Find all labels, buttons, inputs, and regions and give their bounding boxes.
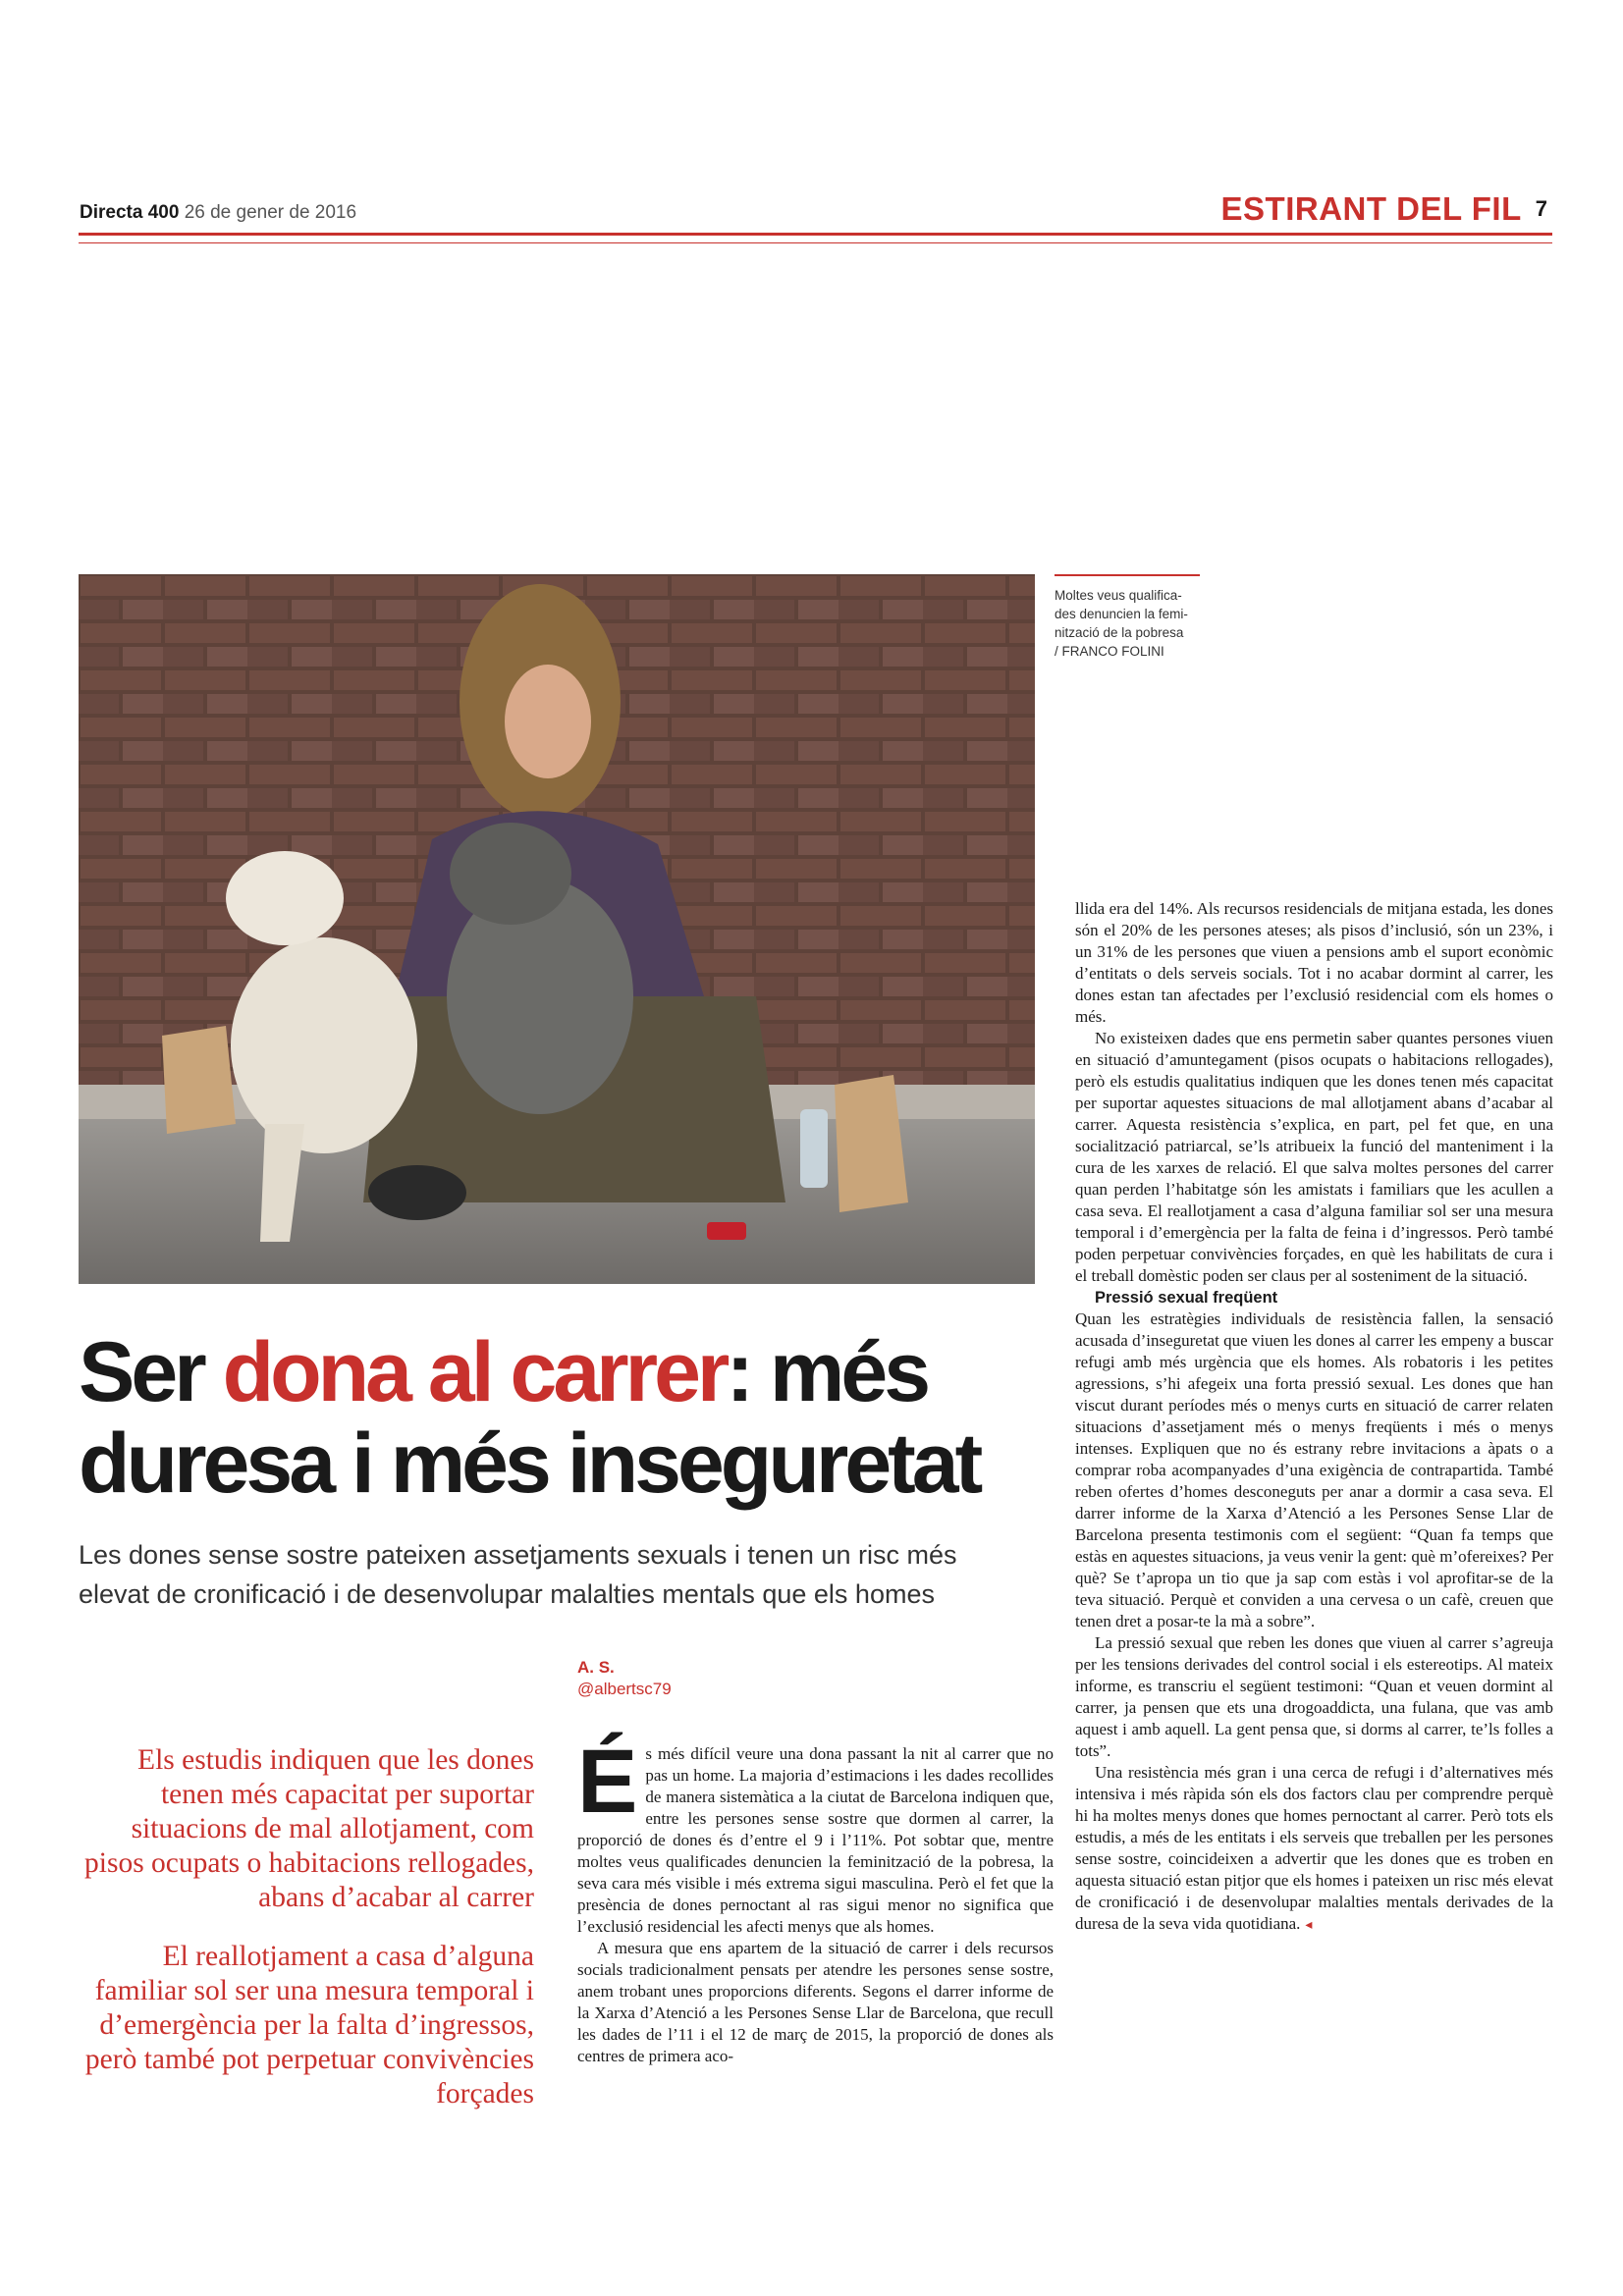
headline — [79, 1327, 1060, 1510]
caption-line: nització de la pobresa — [1055, 625, 1184, 640]
body-paragraph: Quan les estratègies individuals de resistència fallen, la sensació acusada d’inseguretat que viuen les dones al carrer les empeny a buscar refugi amb més urgència que els homes. Als robatoris i les petites agressions, s’hi afegeix una forta pressió sexual. Les dones que han viscut durant períodes més o menys curts en situació de carrer relaten situacions d’assetjament més o menys freqüents i més o menys intenses. Expliquen que no és estrany rebre invitacions a àpats o a comprar roba acompanyades d’una exigència de contrapartida. També reben ofertes d’homes desconeguts per anar a dormir a casa seva. El darrer informe de la Xarxa d’Atenció a les Persones Sense Llar de Barcelona presenta testimonis com el següent: “Quan fa temps que estàs en aquestes situacions, ja veus venir la gent: què m’ofereixes? Per què? Se t’apropa un tio que ja sap com estàs i vol aprofitar-se de la teva situació. Perquè et conviden a una cervesa o un cafè, creuen que tenen dret a posar-te la mà a sobre”. — [1075, 1309, 1553, 1630]
article-column-1 — [577, 1732, 1054, 2067]
body-paragraph: La pressió sexual que reben les dones que viuen al carrer s’agreuja per les tensions derivades del control social i els estereotips. Al mateix informe, es transcriu el següent testimoni: “Quan et veuen dormint al carrer, ja pensen que ets una drogoaddicta, una fulana, que vas amb aquest i amb aquell. La gent pensa que, si dorms al carrer, te’ls folles a tots”. — [1075, 1633, 1553, 1760]
pull-quote: El reallotjament a casa d’alguna familiar sol ser una mesura temporal i d’emergència per la falta d’ingressos, però també pot perpetuar convivències forçades — [84, 1941, 534, 2109]
paragraph-text: Una resistència més gran i una cerca de refugi i d’alternatives més intensiva i més ràpida són els dos factors clau per comprendre perquè hi ha moltes menys dones que homes pernoctant al carrer. Però tots els estudis, a més de les entitats i els serveis que treballen per les persones sense sostre, coincideixen a advertir que les dones que es troben en aquesta situació estan pitjor que els homes i pateixen un risc més elevat de cronificació i de desenvolupar malalties mentals derivades de la duresa de la seva vida quotidiana. — [1075, 1763, 1553, 1933]
header-rule-thin — [79, 242, 1552, 243]
headline-part2: : més duresa i més inseguretat — [79, 1325, 980, 1511]
drop-cap: É — [577, 1732, 638, 1832]
caption-line: des denuncien la femi- — [1055, 607, 1188, 621]
publication-date: 26 de gener de 2016 — [184, 202, 357, 223]
paragraph-text: s més difícil veure una dona passant la nit al carrer que no pas un home. La majoria d’estimacions i les dades recollides de manera sistemàtica a la ciutat de Barcelona indiquen que, entre les persones sense sostre que dormen al carrer, la proporció de dones és d’entre el 9 i l’11%. Pot sobtar que, mentre moltes veus qualificades denuncien la feminització de la pobresa, la seva cara més visible i més extrema sigui masculina. Però el fet que la presència de dones pernoctant al ras sigui menor no significa que l’exclusió residencial les afecti menys que als homes. — [577, 1744, 1054, 1936]
header-rule — [79, 233, 1552, 236]
section-subheading: Pressió sexual freqüent — [1095, 1289, 1278, 1307]
subheadline: Les dones sense sostre pateixen assetjaments sexuals i tenen un risc més elevat de cronificació i de desenvolupar malalties mentals que els homes — [79, 1540, 957, 1609]
photo-caption — [1055, 586, 1202, 661]
author-name: A. S. — [577, 1658, 615, 1677]
caption-rule — [1055, 574, 1200, 576]
body-paragraph: A mesura que ens apartem de la situació de carrer i dels recursos socials tradicionalment pensats per atendre les persones sense sostre, anem trobant unes proporcions diferents. Segons el darrer informe de la Xarxa d’Atenció a les Persones Sense Llar de Barcelona, que recull les dades de l’11 i el 12 de març de 2015, la proporció de dones als centres de primera aco- — [577, 1939, 1054, 2065]
caption-line: Moltes veus qualifica- — [1055, 588, 1182, 603]
headline-highlight: dona al carrer — [222, 1325, 727, 1419]
pull-quote: Els estudis indiquen que les dones tenen més capacitat per suportar situacions de mal allotjament, com pisos ocupats o habitacions rellogades, abans d’acabar al carrer — [84, 1744, 534, 1913]
publication-name: Directa 400 — [80, 202, 180, 223]
section-header — [1221, 190, 1547, 228]
photo-credit: / FRANCO FOLINI — [1055, 644, 1164, 659]
headline-part1: Ser — [79, 1325, 223, 1419]
end-of-article-icon: ◂ — [1305, 1918, 1313, 1933]
article-photo — [79, 574, 1035, 1284]
author-handle[interactable]: @albertsc79 — [577, 1680, 672, 1698]
publication-info — [80, 202, 356, 224]
byline — [577, 1657, 672, 1700]
article-column-2 — [1075, 898, 1553, 1937]
body-paragraph: llida era del 14%. Als recursos residencials de mitjana estada, les dones són el 20% de les persones ateses; als pisos d’inclusió, són un 23%, i un 31% de les persones que viuen a pensions amb el suport econòmic d’entitats o dels serveis socials. Tot i no acabar dormint al carrer, les dones estan tan afectades per l’exclusió residencial com els homes o més. — [1075, 899, 1553, 1026]
body-paragraph: No existeixen dades que ens permetin saber quantes persones viuen en situació d’amuntegament (pisos ocupats o habitacions rellogades), però els estudis qualitatius indiquen que les dones tenen més capacitat per suportar aquestes situacions de mal allotjament abans d’acabar al carrer. Aquesta resistència s’explica, en part, pel fet que, en una socialització patriarcal, se’ls atribueix la funció del manteniment i la cura de les xarxes de relació. El que salva moltes persones del carrer quan perden l’habitatge són les amistats i familiars que les acullen a casa seva. El reallotjament a casa d’alguna familiar sol ser una mesura temporal i d’emergència per la falta de feina i d’ingressos. Però també poden perpetuar convivències forçades, en què les habilitats de cura i el treball domèstic poden ser claus per al sosteniment de la situació. — [1075, 1029, 1553, 1285]
body-paragraph — [1075, 1762, 1553, 1937]
section-title: ESTIRANT DEL FIL — [1220, 190, 1522, 227]
page-number: 7 — [1535, 196, 1547, 221]
body-paragraph — [577, 1732, 1054, 1938]
